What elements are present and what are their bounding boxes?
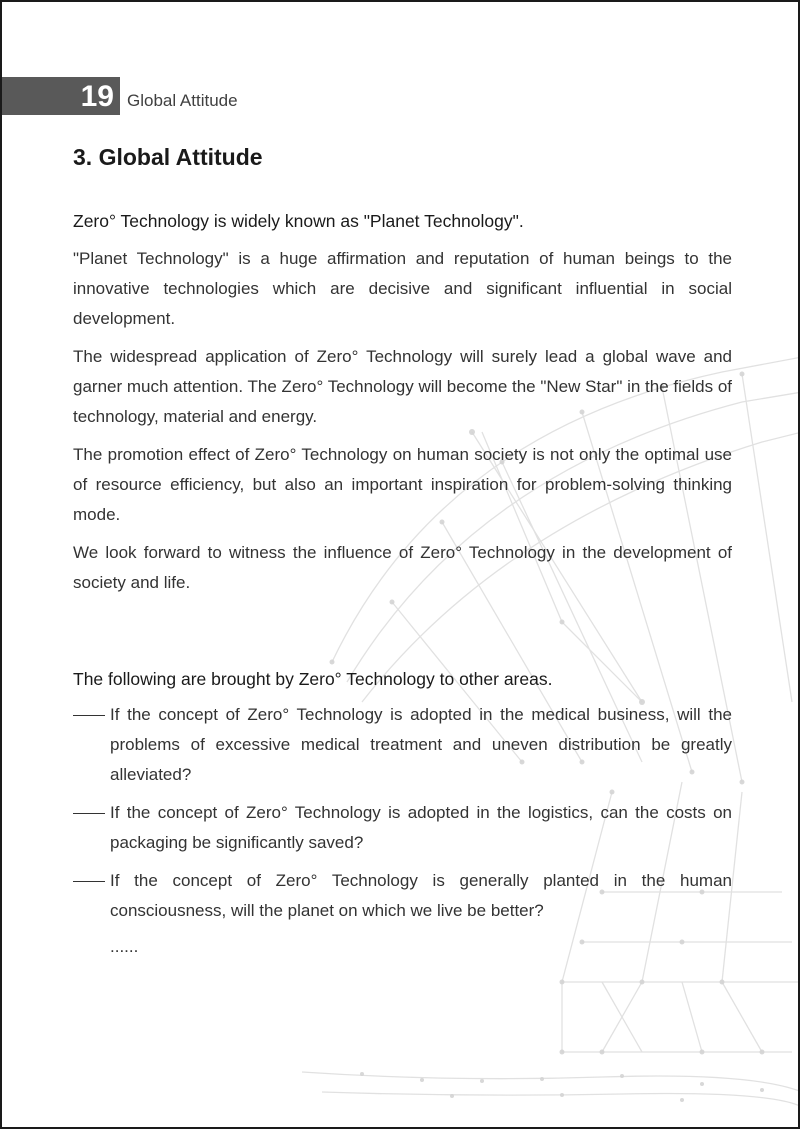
list-item [73,700,732,790]
question-text: If the concept of Zero° Technology is generally planted in the human consciousness, will the planet on which we live be better? [110,871,732,920]
lead-sentence: Zero° Technology is widely known as "Planet Technology". [73,211,524,231]
dash-marker [73,715,105,716]
paragraph: We look forward to witness the influence of Zero° Technology in the development of society and life. [73,543,732,592]
dash-marker [73,813,105,814]
list-item [73,798,732,858]
running-header-title: Global Attitude [127,91,238,110]
ellipsis: ...... [110,937,139,956]
dash-marker [73,881,105,882]
page-number: 19 [80,80,114,113]
paragraph: The widespread application of Zero° Technology will surely lead a global wave and garner much attention. The Zero° Technology will become the "New Star" in the fields of technology, material and energy. [73,347,732,426]
list-lead-sentence: The following are brought by Zero° Technology to other areas. [73,669,553,689]
section-heading: 3. Global Attitude [73,144,263,170]
question-list [73,700,732,926]
paragraph: "Planet Technology" is a huge affirmation and reputation of human beings to the innovative technologies which are decisive and significant influential in social development. [73,249,732,328]
question-text: If the concept of Zero° Technology is adopted in the logistics, can the costs on packaging be significantly saved? [110,803,732,852]
body-content [73,208,732,960]
paragraph: The promotion effect of Zero° Technology on human society is not only the optimal use of resource efficiency, but also an important inspiration for problem-solving thinking mode. [73,445,732,524]
list-item [73,866,732,926]
question-text: If the concept of Zero° Technology is adopted in the medical business, will the problems of excessive medical treatment and uneven distribution be greatly alleviated? [110,705,732,784]
